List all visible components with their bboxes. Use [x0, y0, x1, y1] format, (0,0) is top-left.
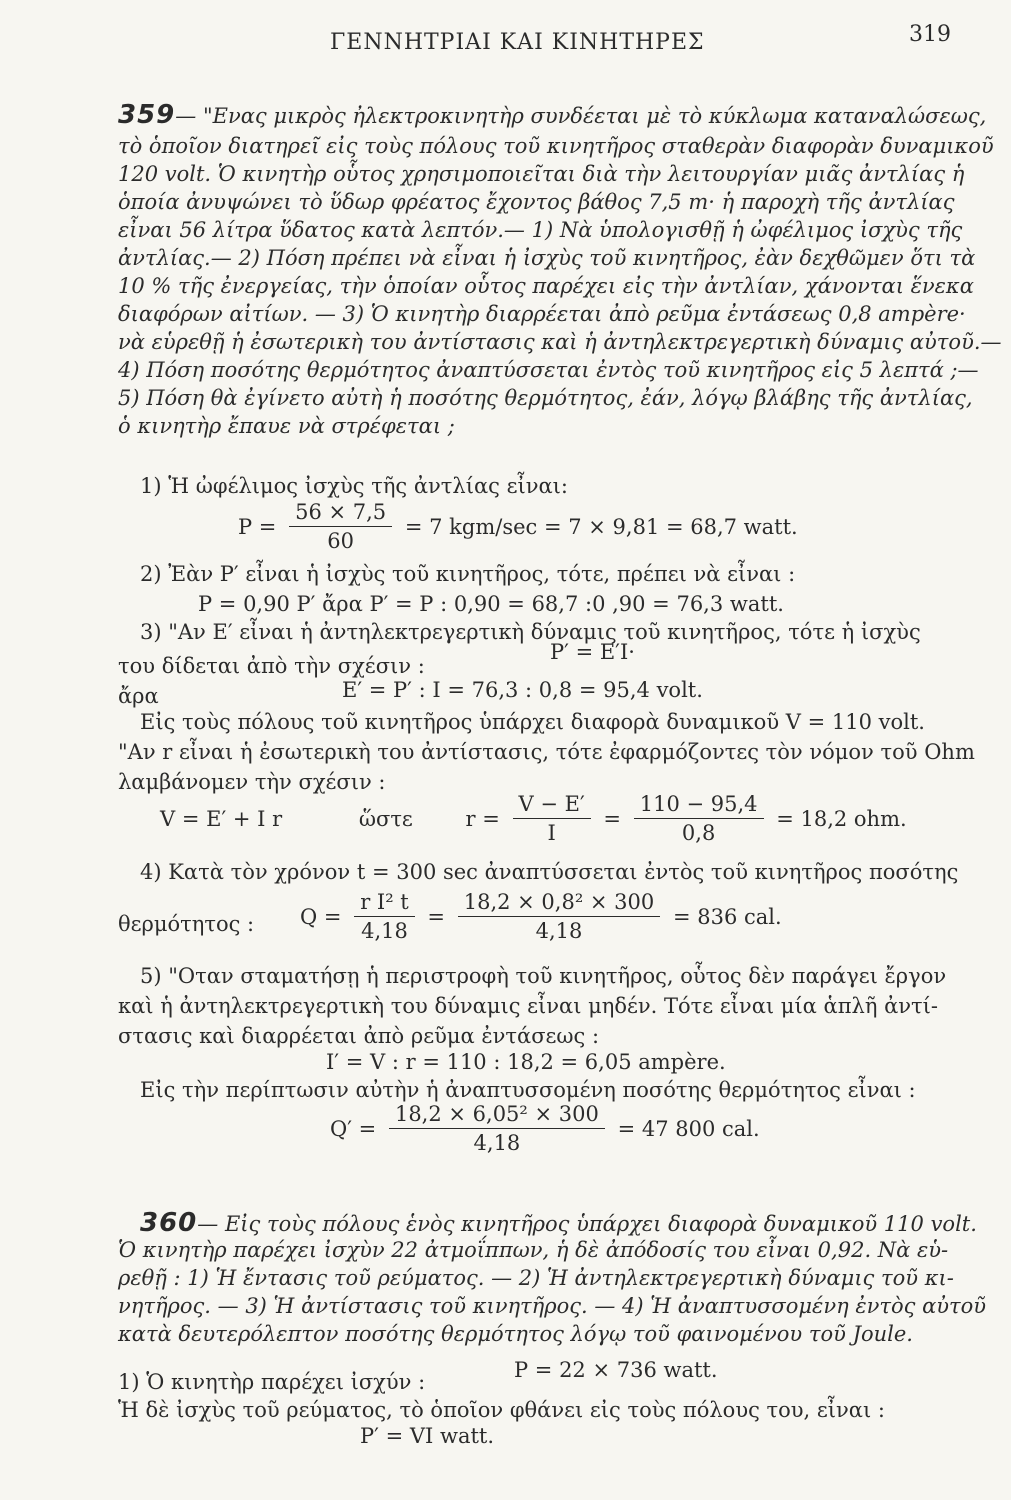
equation-motor-output: P = 22 × 736 watt.: [514, 1358, 718, 1382]
fraction: $\frac{\text{18,2 × 0,8² × 300}}{4,18}$: [458, 890, 661, 943]
fraction: $\frac{V - E'}{I}$: [513, 792, 591, 845]
problem-360-line-5: κατὰ δευτερόλεπτον ποσότης θερμότητος λόγῳ τοῦ φαινομένου τοῦ Joule.: [118, 1322, 913, 1346]
problem-359-line-7: 10 % τῆς ἐνεργείας, τὴν ὁποίαν οὗτος παρέχει εἰς τὴν ἀντλίαν, χάνονται ἕνεκα: [118, 274, 974, 298]
fraction: $\frac{56 \times 7,5}{60}$: [289, 500, 392, 553]
equation-emf: E′ = P′ : I = 76,3 : 0,8 = 95,4 volt.: [342, 678, 703, 702]
solution-3-text-2: "Αν r εἶναι ἡ ἐσωτερικὴ του ἀντίστασις, τότε ἐφαρμόζοντες τὸν νόμον τοῦ Ohm: [118, 740, 975, 764]
equation-motor-power: P = 0,90 P′ ἄρα P′ = P : 0,90 = 68,7 :0 ,90 = 76,3 watt.: [198, 592, 784, 616]
problem-359-line-4: ὁποία ἀνυψώνει τὸ ὕδωρ φρέατος ἔχοντος βάθος 7,5 m· ἡ παροχὴ τῆς ἀντλίας: [118, 190, 955, 214]
solution-360-text-2: Ἡ δὲ ἰσχὺς τοῦ ρεύματος, τὸ ὁποῖον φθάνει εἰς τοὺς πόλους του, εἶναι :: [118, 1398, 885, 1422]
problem-number: 360: [140, 1208, 198, 1238]
solution-2-intro: 2) Ἐὰν P′ εἶναι ἡ ἰσχὺς τοῦ κινητῆρος, τότε, πρέπει νὰ εἶναι :: [140, 562, 796, 586]
problem-359-line-11: 5) Πόση θὰ ἐγίνετο αὐτὴ ἡ ποσότης θερμότητος, ἐάν, λόγῳ βλάβης τῆς ἀντλίας,: [118, 386, 973, 410]
problem-359-line-3: 120 volt. Ὁ κινητὴρ οὗτος χρησιμοποιεῖται διὰ τὴν λειτουργίαν μιᾶς ἀντλίας ἡ: [118, 162, 965, 186]
solution-5-intro: 5) "Οταν σταματήσῃ ἡ περιστροφὴ τοῦ κινητῆρος, οὗτος δὲν παράγει ἔργον: [140, 964, 947, 988]
equation-heat: Q = $\frac{\text{r I² t}}{4,18}$ = $\frac{\text{18,2 × 0,8² × 300}}{4,18}$ = 836 cal.: [300, 890, 782, 943]
solution-4-label: θερμότητος :: [118, 912, 255, 936]
solution-3-text-3: λαμβάνομεν τὴν σχέσιν :: [118, 770, 386, 794]
fraction: $\frac{110 - 95,4}{0,8}$: [634, 792, 764, 845]
solution-1-intro: 1) Ἡ ὠφέλιμος ἰσχὺς τῆς ἀντλίας εἶναι:: [140, 474, 568, 498]
solution-4-intro: 4) Κατὰ τὸν χρόνον t = 300 sec ἀναπτύσσεται ἐντὸς τοῦ κινητῆρος ποσότης: [140, 860, 959, 884]
solution-5-text-2: καὶ ἡ ἀντηλεκτρεγερτικὴ του δύναμις εἶναι μηδέν. Τότε εἶναι μία ἁπλῆ ἀντί-: [118, 994, 938, 1018]
problem-360-line-4: νητῆρος. — 3) Ἡ ἀντίστασις τοῦ κινητῆρος. — 4) Ἡ ἀναπτυσσομένη ἐντὸς αὐτοῦ: [118, 1294, 987, 1318]
equation-heat-stalled: Q′ = $\frac{\text{18,2 × 6,05² × 300}}{4,18}$ = 47 800 cal.: [330, 1102, 760, 1155]
fraction: $\frac{\text{18,2 × 6,05² × 300}}{4,18}$: [389, 1102, 605, 1155]
problem-359-line-2: τὸ ὁποῖον διατηρεῖ εἰς τοὺς πόλους τοῦ κινητῆρος σταθερὰν διαφορὰν δυναμικοῦ: [118, 134, 994, 158]
problem-359-line-12: ὁ κινητὴρ ἔπαυε νὰ στρέφεται ;: [118, 414, 455, 438]
equation-ohm: V = E′ + I r ὥστε r = $\frac{V - E'}{I}$ = $\frac{110 - 95,4}{0,8}$ = 18,2 ohm.: [160, 792, 907, 845]
problem-359-line-9: νὰ εὑρεθῇ ἡ ἐσωτερικὴ του ἀντίστασις καὶ ἡ ἀντηλεκτρεγερτικὴ δύναμις αὐτοῦ.—: [118, 330, 1002, 354]
solution-3-given: του δίδεται ἀπὸ τὴν σχέσιν :: [118, 654, 425, 678]
equation-current: I′ = V : r = 110 : 18,2 = 6,05 ampère.: [326, 1050, 726, 1074]
problem-359-line-6: ἀντλίας.— 2) Πόση πρέπει νὰ εἶναι ἡ ἰσχὺς τοῦ κινητῆρος, ἐὰν δεχθῶμεν ὅτι τὰ: [118, 246, 976, 270]
problem-number: 359: [118, 100, 176, 130]
running-head: ΓΕΝΝΗΤΡΙΑΙ ΚΑΙ ΚΙΝΗΤΗΡΕΣ: [330, 30, 705, 55]
equation-power-relation: P′ = E′I·: [550, 640, 635, 664]
solution-3-intro: 3) "Αν E′ εἶναι ἡ ἀντηλεκτρεγερτικὴ δύναμις τοῦ κινητῆρος, τότε ἡ ἰσχὺς: [140, 620, 921, 644]
problem-359-line-1: 359— "Ενας μικρὸς ἠλεκτροκινητὴρ συνδέεται μὲ τὸ κύκλωμα καταναλώσεως,: [118, 100, 987, 130]
solution-5-text-4: Εἰς τὴν περίπτωσιν αὐτὴν ἡ ἀναπτυσσομένη ποσότης θερμότητος εἶναι :: [140, 1078, 916, 1102]
fraction: $\frac{\text{r I² t}}{4,18}$: [354, 890, 415, 943]
problem-360-line-2: Ὁ κινητὴρ παρέχει ἰσχὺν 22 ἀτμοΐππων, ἡ δὲ ἀπόδοσίς του εἶναι 0,92. Νὰ εὑ-: [118, 1238, 949, 1262]
problem-360-line-1: 360— Εἰς τοὺς πόλους ἑνὸς κινητῆρος ὑπάρχει διαφορὰ δυναμικοῦ 110 volt.: [140, 1208, 977, 1238]
page-number: 319: [909, 22, 951, 47]
solution-3-text-1: Εἰς τοὺς πόλους τοῦ κινητῆρος ὑπάρχει διαφορὰ δυναμικοῦ V = 110 volt.: [140, 710, 925, 734]
problem-359-line-10: 4) Πόση ποσότης θερμότητος ἀναπτύσσεται ἐντὸς τοῦ κινητῆρος εἰς 5 λεπτά ;—: [118, 358, 979, 382]
page-header: [0, 22, 1011, 62]
problem-359-line-5: εἶναι 56 λίτρα ὕδατος κατὰ λεπτόν.— 1) Νὰ ὑπολογισθῇ ἡ ὠφέλιμος ἰσχὺς τῆς: [118, 218, 963, 242]
problem-360-line-3: ρεθῇ : 1) Ἡ ἔντασις τοῦ ρεύματος. — 2) Ἡ ἀντηλεκτρεγερτικὴ δύναμις τοῦ κι-: [118, 1266, 954, 1290]
ara-label: ἄρα: [118, 684, 159, 708]
solution-360-1-intro: 1) Ὁ κινητὴρ παρέχει ἰσχύν :: [118, 1370, 426, 1394]
solution-5-text-3: στασις καὶ διαρρέεται ἀπὸ ρεῦμα ἐντάσεως :: [118, 1024, 600, 1048]
equation-current-power: P′ = VI watt.: [360, 1424, 495, 1448]
equation-power: P = $\frac{56 \times 7,5}{60}$ = 7 kgm/sec = 7 × 9,81 = 68,7 watt.: [238, 500, 798, 553]
problem-359-line-8: διαφόρων αἰτίων. — 3) Ὁ κινητὴρ διαρρέεται ἀπὸ ρεῦμα ἐντάσεως 0,8 ampère·: [118, 302, 966, 326]
